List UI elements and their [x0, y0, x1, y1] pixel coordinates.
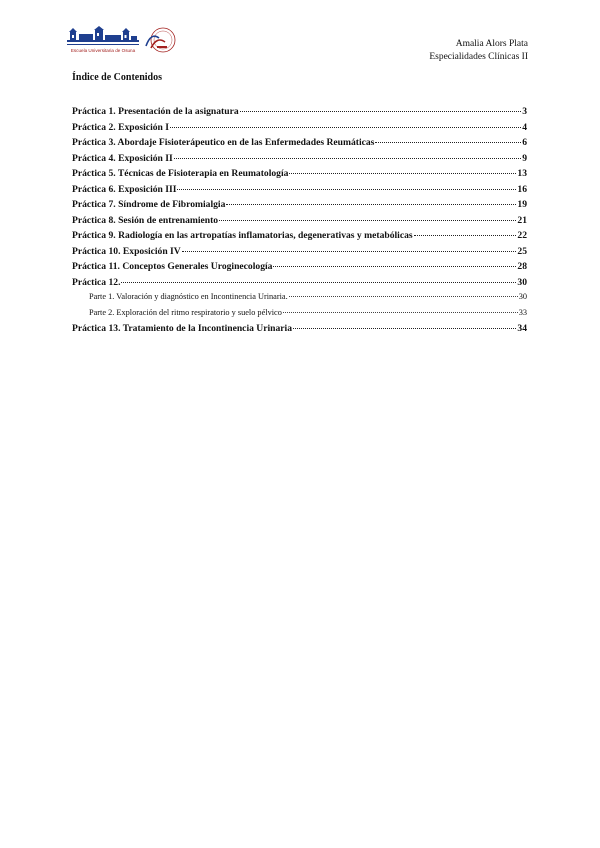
toc-entry[interactable] [72, 261, 527, 277]
dot-leader [283, 312, 518, 313]
toc-entry-page: 33 [518, 307, 527, 317]
dot-leader [170, 127, 521, 128]
toc-entry[interactable] [72, 199, 527, 215]
toc-entry-page: 16 [517, 183, 527, 195]
toc-entry-label: Práctica 12. [72, 276, 121, 288]
toc-entry-label: Práctica 8. Sesión de entrenamiento [72, 214, 219, 226]
toc-entry[interactable] [72, 246, 527, 262]
toc-entry-page: 9 [522, 152, 527, 164]
logo-left-caption: Escuela Universitaria de Osuna [70, 48, 136, 53]
toc-entry-label: Parte 2. Exploración del ritmo respiratorio y suelo pélvico [89, 307, 282, 317]
dot-leader [293, 328, 516, 329]
toc-entry-page: 6 [522, 137, 527, 148]
seal-logo [143, 26, 177, 56]
dot-leader [289, 296, 518, 297]
dot-leader [289, 173, 516, 174]
toc-entry-label: Práctica 7. Síndrome de Fibromialgia [72, 199, 226, 210]
toc-subentry[interactable] [72, 292, 527, 308]
toc-entry[interactable] [72, 215, 527, 231]
toc-entry-label: Práctica 9. Radiología en las artropatías inflamatorias, degenerativas y metabólicas [72, 230, 413, 241]
toc-entry[interactable] [72, 137, 527, 153]
toc-entry-label: Práctica 1. Presentación de la asignatura [72, 106, 239, 117]
university-logo [67, 26, 139, 56]
dot-leader [219, 220, 516, 221]
toc-entry-page: 21 [517, 214, 527, 226]
toc-entry-label: Práctica 2. Exposición I [72, 121, 169, 133]
toc-entry-label: Práctica 11. Conceptos Generales Uroginecología [72, 261, 273, 272]
toc-entry[interactable] [72, 184, 527, 200]
toc-entry-page: 30 [517, 276, 527, 288]
toc-entry-page: 22 [517, 230, 527, 241]
toc-entry-label: Práctica 4. Exposición II [72, 152, 173, 164]
dot-leader [375, 142, 521, 143]
toc-entry-page: 19 [517, 199, 527, 210]
toc-entry-page: 34 [517, 323, 527, 334]
dot-leader [121, 282, 516, 283]
toc-entry-label: Práctica 6. Exposición III [72, 183, 177, 195]
toc-entry-page: 13 [517, 168, 527, 179]
toc-entry[interactable] [72, 106, 527, 122]
toc-entry-page: 4 [522, 121, 527, 133]
dot-leader [273, 266, 516, 267]
table-of-contents [72, 106, 527, 339]
toc-entry-label: Práctica 3. Abordaje Fisioterápeutico en de las Enfermedades Reumáticas [72, 137, 375, 148]
toc-entry-page: 28 [517, 261, 527, 272]
page-header [0, 0, 600, 70]
toc-entry[interactable] [72, 122, 527, 138]
toc-subentry[interactable] [72, 308, 527, 324]
dot-leader [182, 251, 517, 252]
dot-leader [177, 189, 516, 190]
header-info [429, 38, 528, 64]
toc-entry[interactable] [72, 277, 527, 293]
toc-entry[interactable] [72, 168, 527, 184]
toc-entry-page: 25 [517, 245, 527, 257]
dot-leader [226, 204, 516, 205]
toc-entry[interactable] [72, 323, 527, 339]
author-name: Amalia Alors Plata [455, 39, 528, 49]
course-name: Especialidades Clínicas II [429, 52, 528, 62]
dot-leader [414, 235, 517, 236]
dot-leader [174, 158, 521, 159]
toc-entry-label: Práctica 5. Técnicas de Fisioterapia en Reumatología [72, 168, 289, 179]
toc-entry-label: Práctica 13. Tratamiento de la Incontinencia Urinaria [72, 323, 293, 334]
dot-leader [240, 111, 522, 112]
toc-entry-label: Práctica 10. Exposición IV [72, 245, 181, 257]
toc-entry-page: 3 [522, 106, 527, 117]
toc-entry-label: Parte 1. Valoración y diagnóstico en Incontinencia Urinaria. [89, 292, 288, 301]
toc-title: Índice de Contenidos [72, 72, 163, 83]
toc-entry[interactable] [72, 230, 527, 246]
toc-entry[interactable] [72, 153, 527, 169]
toc-entry-page: 30 [518, 292, 527, 301]
